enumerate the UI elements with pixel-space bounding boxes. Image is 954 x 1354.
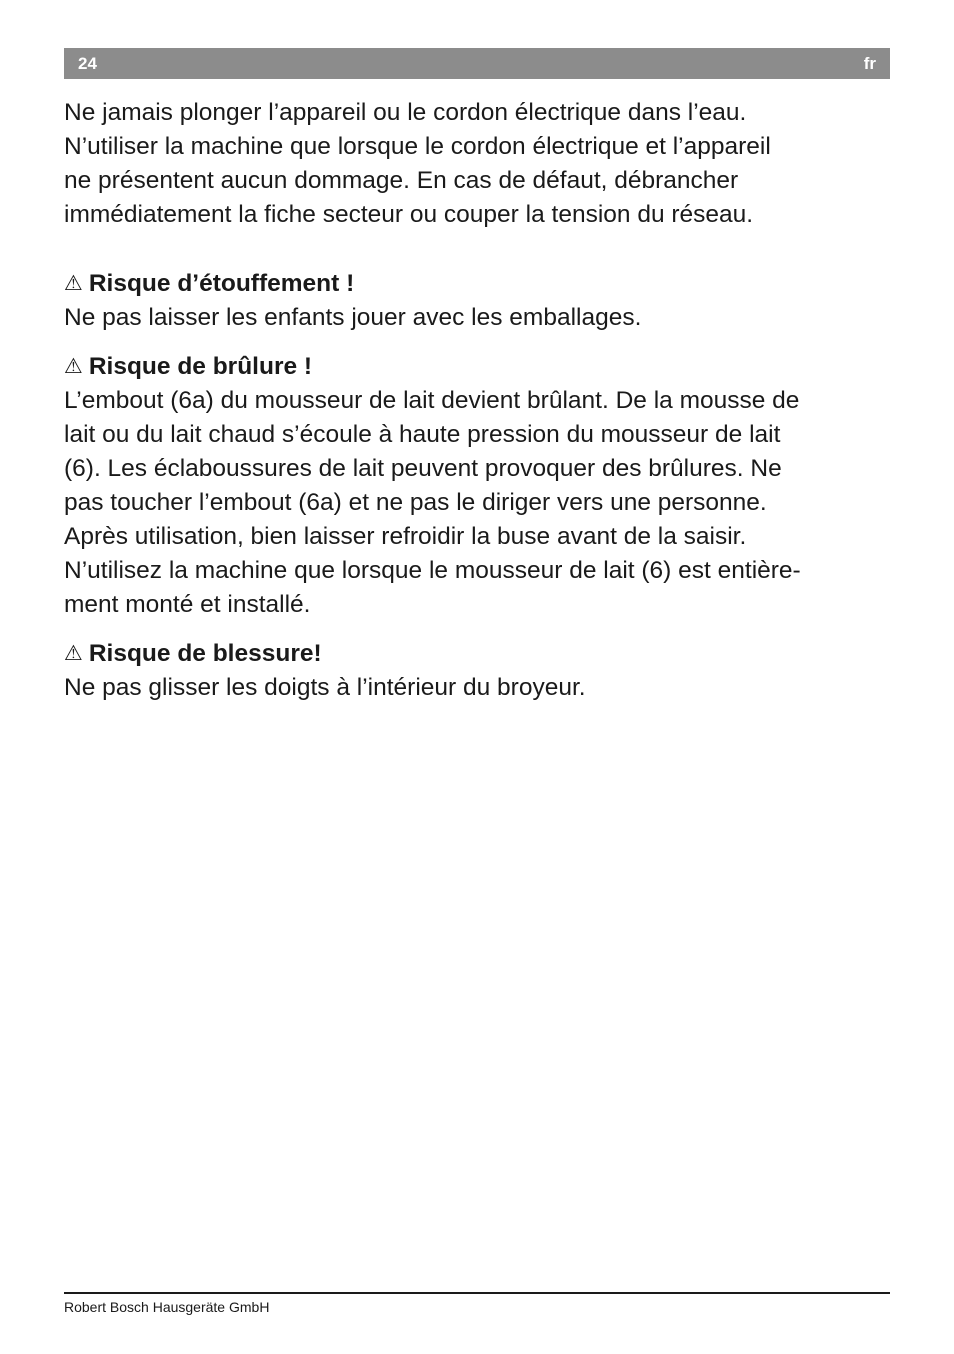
warning-triangle-icon: ⚠ (64, 641, 83, 665)
footer-company: Robert Bosch Hausgeräte GmbH (64, 1299, 270, 1315)
warning-heading (64, 636, 894, 671)
language-code: fr (863, 53, 876, 73)
warning-line: Ne pas glisser les doigts à l’intérieur du broyeur. (64, 674, 586, 701)
warning-title: Risque de brûlure ! (88, 353, 313, 380)
footer-divider (64, 1292, 890, 1294)
warning-title: Risque de blessure! (88, 640, 322, 667)
warning-line: N’utilisez la machine que lorsque le mousseur de lait (6) est entière- (64, 557, 801, 584)
intro-line: N’utiliser la machine que lorsque le cordon électrique et l’appareil (64, 133, 771, 160)
warning-triangle-icon: ⚠ (64, 271, 83, 295)
warning-line: Après utilisation, bien laisser refroidir la buse avant de la saisir. (64, 523, 747, 550)
warning-line: lait ou du lait chaud s’écoule à haute pression du mousseur de lait (64, 421, 781, 448)
warning-section-injury (64, 636, 894, 705)
intro-paragraph (64, 96, 894, 232)
warning-body (64, 671, 894, 705)
page-number: 24 (78, 53, 97, 73)
warning-line: ment monté et installé. (64, 591, 311, 618)
warning-body (64, 384, 894, 622)
warning-triangle-icon: ⚠ (64, 354, 83, 378)
warning-line: L’embout (6a) du mousseur de lait devient brûlant. De la mousse de (64, 387, 800, 414)
warning-body (64, 301, 894, 335)
intro-line: Ne jamais plonger l’appareil ou le cordon électrique dans l’eau. (64, 99, 747, 126)
page-header-bar (64, 48, 890, 79)
warning-section-burn (64, 349, 894, 622)
warning-heading (64, 266, 894, 301)
warning-line: pas toucher l’embout (6a) et ne pas le diriger vers une personne. (64, 489, 767, 516)
intro-line: ne présentent aucun dommage. En cas de défaut, débrancher (64, 167, 739, 194)
warning-title: Risque d’étouffement ! (88, 270, 355, 297)
intro-line: immédiatement la fiche secteur ou couper la tension du réseau. (64, 201, 754, 228)
warning-heading (64, 349, 894, 384)
warning-section-suffocation (64, 266, 894, 335)
page-content (64, 96, 894, 719)
warning-line: (6). Les éclaboussures de lait peuvent provoquer des brûlures. Ne (64, 455, 782, 482)
warning-line: Ne pas laisser les enfants jouer avec les emballages. (64, 304, 642, 331)
